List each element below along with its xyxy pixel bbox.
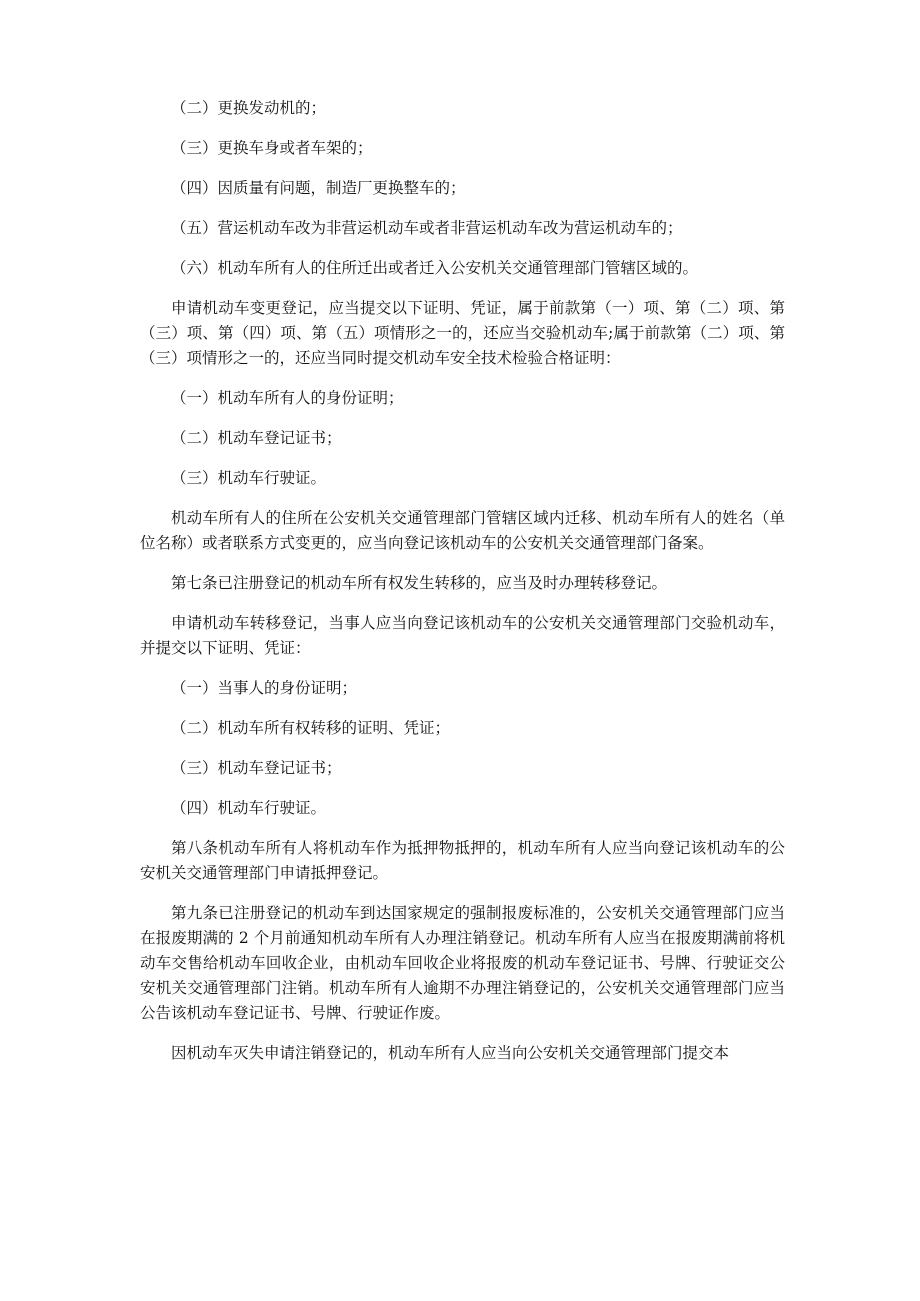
paragraph-transfer-registration: 申请机动车转移登记，当事人应当向登记该机动车的公安机关交通管理部门交验机动车，并提交以下证明、凭证： bbox=[140, 614, 785, 657]
document-page bbox=[140, 96, 785, 1081]
list-item-registration-certificate: （二）机动车登记证书； bbox=[171, 429, 342, 447]
paragraph-article-8: 第八条机动车所有人将机动车作为抵押物抵押的，机动车所有人应当向登记该机动车的公安机关交通管理部门申请抵押登记。 bbox=[140, 839, 785, 882]
list-item-change-engine: （二）更换发动机的； bbox=[171, 99, 327, 117]
list-item-operation-change: （五）营运机动车改为非营运机动车或者非营运机动车改为营运机动车的； bbox=[171, 219, 683, 237]
list-item-transfer-registration-certificate: （三）机动车登记证书； bbox=[171, 759, 342, 777]
list-item-transfer-driving-license: （四）机动车行驶证。 bbox=[171, 799, 327, 817]
list-item-owner-id: （一）机动车所有人的身份证明； bbox=[171, 389, 404, 407]
list-item-residence-change: （六）机动车所有人的住所迁出或者迁入公安机关交通管理部门管辖区域的。 bbox=[171, 259, 699, 277]
list-item-transfer-proof: （二）机动车所有权转移的证明、凭证； bbox=[171, 719, 451, 737]
list-item-driving-license: （三）机动车行驶证。 bbox=[171, 469, 327, 487]
paragraph-article-7: 第七条已注册登记的机动车所有权发生转移的，应当及时办理转移登记。 bbox=[171, 574, 668, 592]
paragraph-article-9: 第九条已注册登记的机动车到达国家规定的强制报废标准的，公安机关交通管理部门应当在报废期满的 2 个月前通知机动车所有人办理注销登记。机动车所有人应当在报废期满前将机动车交售给机动车回收企业，由机动车回收企业将报废的机动车登记证书、号牌、行驶证交公安机关交通管理部门注销。机动车所有人逾期不办理注销登记的，公安机关交通管理部门应当公告该机动车登记证书、号牌、行驶证作废。 bbox=[140, 904, 785, 1022]
list-item-party-id: （一）当事人的身份证明； bbox=[171, 679, 358, 697]
list-item-change-body: （三）更换车身或者车架的； bbox=[171, 139, 373, 157]
paragraph-loss-cancellation: 因机动车灭失申请注销登记的，机动车所有人应当向公安机关交通管理部门提交本 bbox=[171, 1044, 730, 1062]
paragraph-record-filing: 机动车所有人的住所在公安机关交通管理部门管辖区域内迁移、机动车所有人的姓名（单位名称）或者联系方式变更的，应当向登记该机动车的公安机关交通管理部门备案。 bbox=[140, 509, 785, 552]
paragraph-change-registration: 申请机动车变更登记，应当提交以下证明、凭证，属于前款第（一）项、第（二）项、第（三）项、第（四）项、第（五）项情形之一的，还应当交验机动车;属于前款第（二）项、第（三）项情形之一的，还应当同时提交机动车安全技术检验合格证明： bbox=[140, 299, 785, 367]
list-item-replace-vehicle: （四）因质量有问题，制造厂更换整车的； bbox=[171, 179, 466, 197]
